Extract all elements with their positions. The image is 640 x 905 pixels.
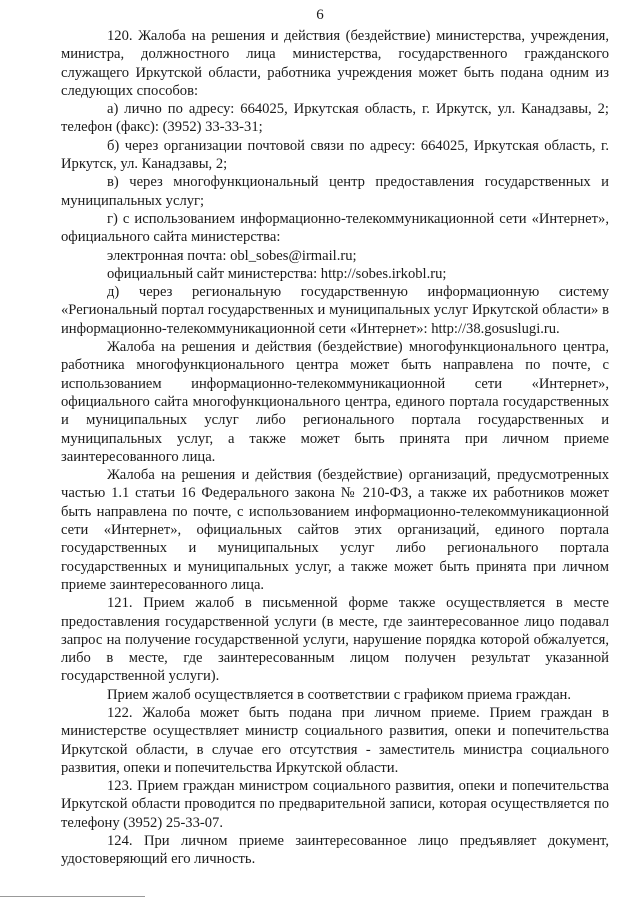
document-body xyxy=(61,27,609,869)
paragraph-120-b: б) через организации почтовой связи по адресу: 664025, Иркутская область, г. Иркутск, ул. Канадзавы, 2; xyxy=(61,137,609,173)
paragraph-123: 123. Прием граждан министром социального развития, опеки и попечительства Иркутской области проводится по предварительной записи, которая осуществляется по телефону (3952) 25-33-07. xyxy=(61,778,609,831)
paragraph-schedule: Прием жалоб осуществляется в соответствии с графиком приема граждан. xyxy=(107,686,571,703)
paragraph-121: 121. Прием жалоб в письменной форме также осуществляется в месте предоставления государственной услуги (в месте, где заинтересованное лицо подавал запрос на получение государственной услуги, нарушение порядка которой обжалуется, либо в месте, где заинтересованным лицом получен результат указанной государственной услуги). xyxy=(61,595,609,685)
paragraph-email: электронная почта: obl_sobes@irmail.ru; xyxy=(107,247,357,264)
paragraph-organizations-complaint: Жалоба на решения и действия (бездействие) организаций, предусмотренных частью 1.1 статьи 16 Федерального закона № 210-ФЗ, а также их работников может быть направлена по почте, с использованием информационно-телекоммуникационной сети «Интернет», официальных сайтов этих организаций, единого портала государственных и муниципальных услуг либо регионального портала государственных и муниципальных услуг, а также может быть принята при личном приеме заинтересованного лица. xyxy=(61,467,609,593)
footer-divider xyxy=(0,896,145,897)
paragraph-website: официальный сайт министерства: http://sobes.irkobl.ru; xyxy=(107,265,447,282)
paragraph-124: 124. При личном приеме заинтересованное лицо предъявляет документ, удостоверяющий его личность. xyxy=(61,833,609,868)
page-number: 6 xyxy=(316,7,324,23)
paragraph-120-intro: 120. Жалоба на решения и действия (бездействие) министерства, учреждения, министра, должностного лица министерства, государственного гражданского служащего Иркутской области, работника учреждения может быть подана одним из следующих способов: xyxy=(61,28,609,99)
paragraph-120-a: а) лично по адресу: 664025, Иркутская область, г. Иркутск, ул. Канадзавы, 2; телефон (факс): (3952) 33-33-31; xyxy=(61,101,609,136)
paragraph-120-d: д) через региональную государственную информационную систему «Региональный портал государственных и муниципальных услуг Иркутской области» в информационно-телекоммуникационной сети «Интернет»: http://38.gosuslugi.ru. xyxy=(61,284,609,337)
paragraph-mfc-complaint: Жалоба на решения и действия (бездействие) многофункционального центра, работника многофункционального центра может быть направлена по почте, с использованием информационно-телекоммуникационной сети «Интернет», официального сайта многофункционального центра, единого портала государственных и муниципальных услуг либо регионального портала государственных и муниципальных услуг, а также может быть принята при личном приеме заинтересованного лица. xyxy=(61,339,609,465)
paragraph-120-g: г) с использованием информационно-телекоммуникационной сети «Интернет», официального сайта министерства: xyxy=(61,210,609,246)
paragraph-120-v: в) через многофункциональный центр предоставления государственных и муниципальных услуг; xyxy=(61,174,609,209)
paragraph-122: 122. Жалоба может быть подана при личном приеме. Прием граждан в министерстве осуществляет министр социального развития, опеки и попечительства Иркутской области, в случае его отсутствия - заместитель министра социального развития, опеки и попечительства Иркутской области. xyxy=(61,704,609,776)
